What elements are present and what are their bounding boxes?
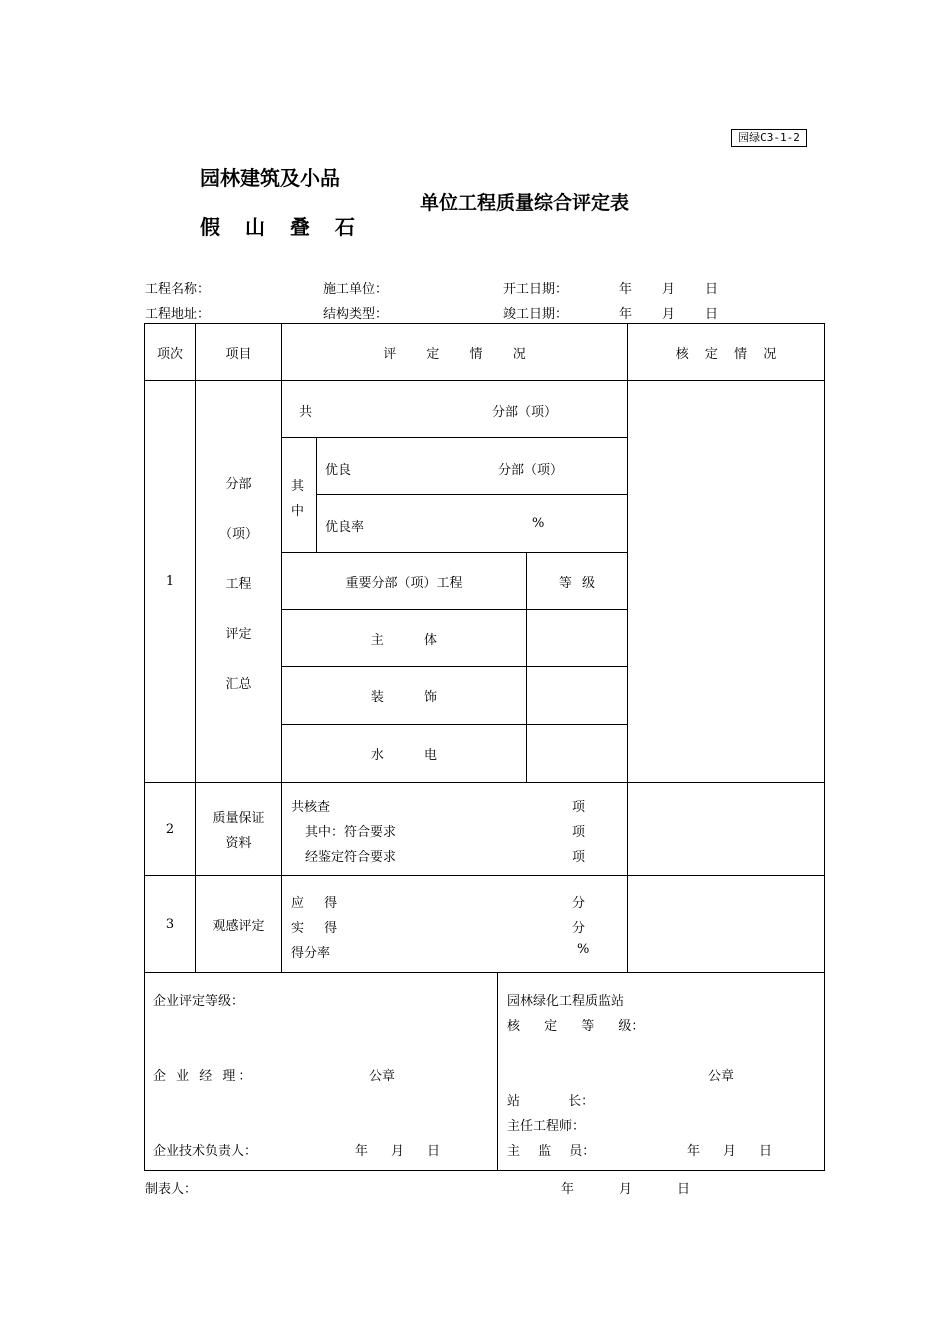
row2-unit: 项 bbox=[572, 850, 586, 865]
total-suffix: 分部（项） bbox=[492, 405, 558, 420]
left-year: 年 bbox=[355, 1144, 369, 1159]
title-subcategory: 假 山 叠 石 bbox=[200, 215, 359, 239]
actual-get-label: 实 得 bbox=[291, 921, 338, 936]
start-date-label: 开工日期： bbox=[503, 282, 569, 297]
tech-lead-label: 企业技术负责人： bbox=[153, 1144, 258, 1159]
score-unit: 分 bbox=[572, 921, 586, 936]
excellent-rate-percent: % bbox=[532, 516, 545, 531]
title-category: 园林建筑及小品 bbox=[200, 166, 340, 190]
row1-item-line: （项） bbox=[218, 527, 258, 542]
table-border-bottom bbox=[144, 1170, 825, 1171]
appraised-label: 经鉴定符合要求 bbox=[305, 850, 397, 865]
page-title: 单位工程质量综合评定表 bbox=[420, 192, 630, 214]
row-separator bbox=[144, 972, 825, 973]
row3-item: 观感评定 bbox=[212, 918, 265, 934]
row1-item bbox=[196, 473, 281, 723]
row2-unit: 项 bbox=[572, 800, 586, 815]
header-evaluation: 评 定 情 况 bbox=[383, 346, 526, 362]
row2-unit: 项 bbox=[572, 825, 586, 840]
left-day: 日 bbox=[427, 1144, 441, 1159]
left-seal: 公章 bbox=[369, 1069, 396, 1084]
score-rate-percent: % bbox=[577, 942, 590, 957]
project-address-label: 工程地址： bbox=[145, 307, 211, 322]
start-year: 年 bbox=[619, 282, 633, 297]
row2-item-line: 资料 bbox=[225, 836, 252, 851]
chief-engineer-label: 主任工程师： bbox=[507, 1119, 586, 1134]
end-month: 月 bbox=[662, 307, 676, 322]
excellent-rate-label: 优良率 bbox=[325, 520, 365, 535]
table-border-right bbox=[824, 323, 825, 1171]
grade-header: 等 级 bbox=[558, 575, 596, 591]
station-head-label: 站 长： bbox=[507, 1094, 595, 1109]
prepared-by-label: 制表人： bbox=[145, 1182, 198, 1197]
meets-label: 其中：符合要求 bbox=[305, 825, 397, 840]
start-month: 月 bbox=[662, 282, 676, 297]
signature-separator bbox=[497, 972, 498, 1170]
verified-grade-label: 核 定 等 级： bbox=[507, 1019, 645, 1034]
end-year: 年 bbox=[619, 307, 633, 322]
end-day: 日 bbox=[705, 307, 719, 322]
manager-label: 企 业 经 理： bbox=[153, 1069, 255, 1084]
row-separator bbox=[144, 782, 825, 783]
row1-index: 1 bbox=[165, 574, 175, 589]
left-month: 月 bbox=[391, 1144, 405, 1159]
end-date-label: 竣工日期： bbox=[503, 307, 569, 322]
score-unit: 分 bbox=[572, 896, 586, 911]
col-separator bbox=[627, 323, 628, 973]
structure-type-label: 结构类型： bbox=[323, 307, 389, 322]
row1-item-line: 汇总 bbox=[225, 677, 252, 692]
row1-item-line: 分部 bbox=[225, 477, 252, 492]
water-electric-label: 水 电 bbox=[370, 748, 438, 763]
score-rate-label: 得分率 bbox=[291, 946, 331, 961]
row-separator bbox=[144, 380, 825, 381]
main-body-label: 主 体 bbox=[370, 632, 438, 648]
excellent-suffix: 分部（项） bbox=[498, 463, 564, 478]
right-seal: 公章 bbox=[708, 1069, 735, 1084]
footer-year: 年 bbox=[561, 1182, 575, 1197]
project-name-label: 工程名称： bbox=[145, 282, 211, 297]
row1-item-line: 评定 bbox=[225, 627, 252, 642]
right-month: 月 bbox=[723, 1144, 737, 1159]
right-year: 年 bbox=[687, 1144, 701, 1159]
inner-separator bbox=[316, 494, 627, 495]
header-index: 项次 bbox=[156, 346, 183, 362]
footer-month: 月 bbox=[619, 1182, 633, 1197]
right-day: 日 bbox=[759, 1144, 773, 1159]
row3-index: 3 bbox=[165, 916, 175, 932]
check-total-label: 共核查 bbox=[291, 800, 331, 815]
among-label: 其中 bbox=[291, 479, 305, 519]
row2-item bbox=[196, 807, 281, 857]
row2-index: 2 bbox=[165, 821, 175, 837]
inner-col-separator bbox=[316, 437, 317, 552]
footer-day: 日 bbox=[677, 1182, 691, 1197]
row1-item-line: 工程 bbox=[225, 577, 252, 592]
should-get-label: 应 得 bbox=[291, 896, 338, 911]
row2-item-line: 质量保证 bbox=[212, 811, 265, 826]
total-prefix: 共 bbox=[299, 405, 313, 420]
inner-separator bbox=[281, 437, 627, 438]
important-header: 重要分部（项）工程 bbox=[345, 575, 463, 591]
construction-unit-label: 施工单位： bbox=[323, 282, 389, 297]
chief-supervisor-label: 主 监 员： bbox=[507, 1144, 596, 1159]
start-day: 日 bbox=[705, 282, 719, 297]
form-code: 园绿C3-1-2 bbox=[731, 129, 807, 147]
header-item: 项目 bbox=[225, 346, 252, 362]
enterprise-grade-label: 企业评定等级： bbox=[153, 994, 245, 1009]
header-verification: 核 定 情 况 bbox=[675, 346, 777, 362]
decoration-label: 装 饰 bbox=[370, 690, 438, 705]
excellent-label: 优良 bbox=[325, 463, 352, 478]
station-label: 园林绿化工程质监站 bbox=[507, 994, 625, 1009]
